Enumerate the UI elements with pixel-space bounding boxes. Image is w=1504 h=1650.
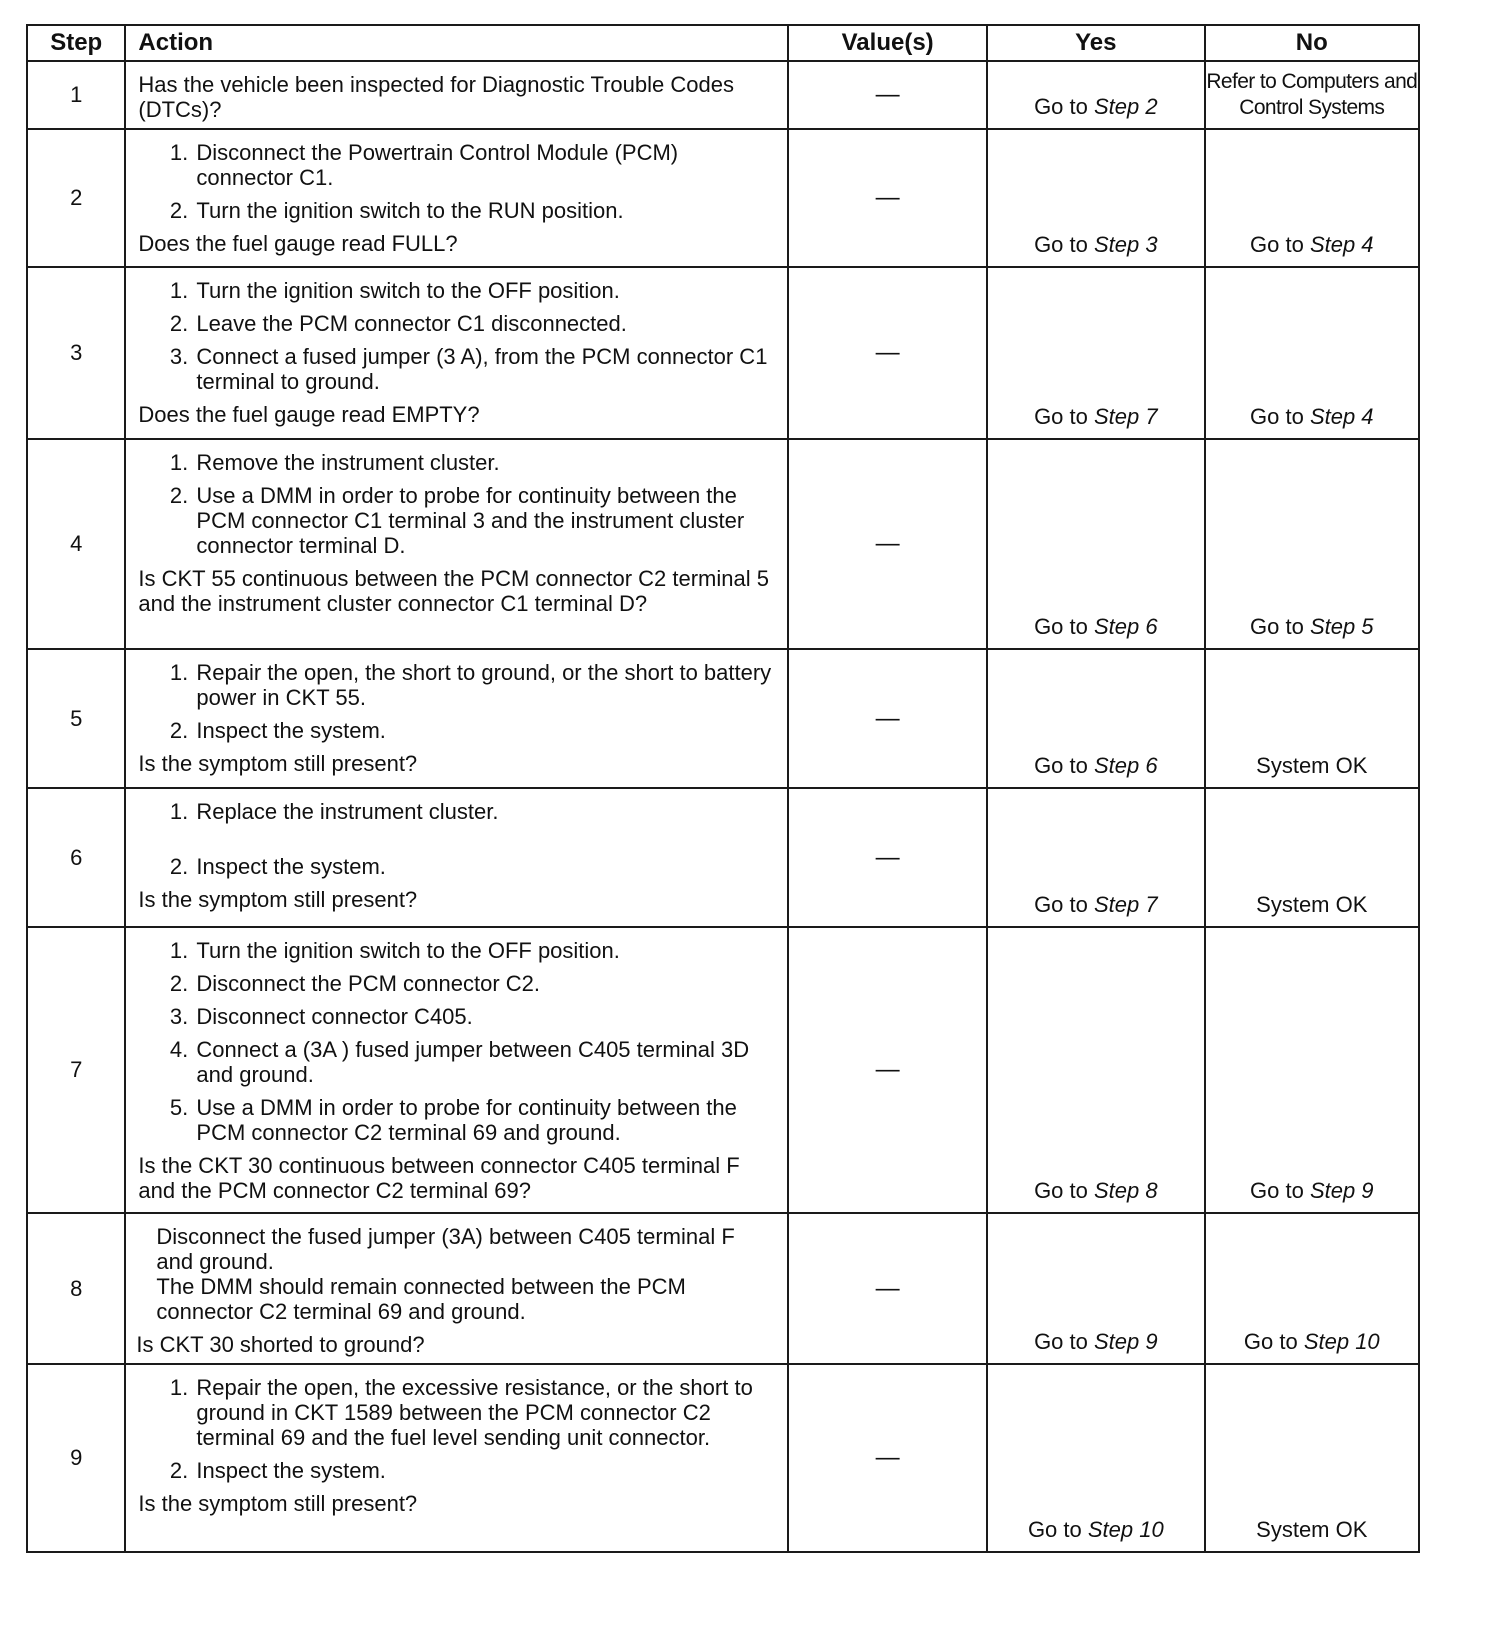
no-step-link[interactable]: Step 9: [1309, 1178, 1374, 1203]
no-cell: [1205, 267, 1419, 439]
diagnostic-table: [26, 24, 1420, 1553]
step-number: 1: [27, 61, 125, 129]
no-step-link[interactable]: Step 10: [1303, 1329, 1380, 1354]
action-step: 1. Turn the ignition switch to the OFF position.: [194, 938, 777, 963]
yes-step-link[interactable]: Step 6: [1093, 614, 1158, 639]
action-step: 3. Disconnect connector C405.: [194, 1004, 777, 1029]
action-steps: [138, 140, 777, 223]
step-number: 6: [27, 788, 125, 927]
no-cell: [1205, 439, 1419, 649]
table-row: [27, 129, 1419, 267]
no-text: Refer to Computers and Control Systems: [1206, 70, 1418, 119]
no-step-link[interactable]: Step 4: [1309, 232, 1374, 257]
action-question: Is CKT 55 continuous between the PCM connector C2 terminal 5 and the instrument cluster connector C1 terminal D?: [138, 566, 769, 616]
action-steps: [138, 660, 777, 743]
table-row: [27, 1364, 1419, 1552]
yes-step-link[interactable]: Step 7: [1093, 892, 1158, 917]
no-prefix: Go to: [1250, 614, 1310, 639]
no-prefix: Go to: [1250, 1178, 1310, 1203]
yes-cell: [987, 649, 1205, 788]
action-steps: [138, 938, 777, 1145]
yes-prefix: Go to: [1034, 1178, 1094, 1203]
yes-step-link[interactable]: Step 3: [1093, 232, 1158, 257]
action-question: Is the symptom still present?: [138, 887, 418, 912]
yes-prefix: Go to: [1034, 232, 1094, 257]
action-cell: [125, 1364, 788, 1552]
step-number: 4: [27, 439, 125, 649]
step-number: 2: [27, 129, 125, 267]
action-cell: [125, 61, 788, 129]
no-cell: [1205, 1364, 1419, 1552]
value-cell: —: [788, 439, 987, 649]
table-row: [27, 439, 1419, 649]
action-step: 1. Remove the instrument cluster.: [194, 450, 777, 475]
action-step: 1. Turn the ignition switch to the OFF position.: [194, 278, 777, 303]
no-step-link[interactable]: Step 5: [1309, 614, 1374, 639]
no-text: System OK: [1256, 753, 1368, 778]
yes-step-link[interactable]: Step 6: [1093, 753, 1158, 778]
action-step: 2. Inspect the system.: [194, 1458, 777, 1483]
action-step: 2. Inspect the system.: [194, 854, 777, 879]
action-question: Is the CKT 30 continuous between connector C405 terminal F and the PCM connector C2 terminal 69?: [138, 1153, 740, 1203]
action-cell: [125, 788, 788, 927]
yes-step-link[interactable]: Step 10: [1087, 1517, 1164, 1542]
action-steps: [138, 1375, 777, 1483]
no-cell: [1205, 927, 1419, 1213]
yes-cell: [987, 1213, 1205, 1364]
step-number: 9: [27, 1364, 125, 1552]
no-step-link[interactable]: Step 4: [1309, 404, 1374, 429]
action-step: 2. Turn the ignition switch to the RUN position.: [194, 198, 777, 223]
action-step: 3. Connect a fused jumper (3 A), from the PCM connector C1 terminal to ground.: [194, 344, 777, 394]
action-question: Does the fuel gauge read EMPTY?: [138, 402, 480, 427]
value-cell: —: [788, 129, 987, 267]
yes-prefix: Go to: [1034, 1329, 1094, 1354]
header-row: [27, 25, 1419, 61]
yes-prefix: Go to: [1034, 892, 1094, 917]
action-step: 4. Connect a (3A ) fused jumper between C405 terminal 3D and ground.: [194, 1037, 777, 1087]
action-question: Does the fuel gauge read FULL?: [138, 231, 458, 256]
yes-cell: [987, 788, 1205, 927]
yes-prefix: Go to: [1034, 94, 1094, 119]
action-step: 1. Repair the open, the excessive resistance, or the short to ground in CKT 1589 between the PCM connector C2 terminal 69 and the fuel level sending unit connector.: [194, 1375, 777, 1450]
no-prefix: Go to: [1250, 232, 1310, 257]
yes-cell: [987, 129, 1205, 267]
no-prefix: Go to: [1243, 1329, 1304, 1354]
action-steps: [138, 450, 777, 558]
action-step: 1. Replace the instrument cluster.: [194, 799, 777, 824]
header-step: Step: [27, 25, 125, 61]
action-paragraph: The DMM should remain connected between the PCM connector C2 terminal 69 and ground.: [156, 1274, 686, 1324]
yes-cell: [987, 267, 1205, 439]
table-row: [27, 61, 1419, 129]
value-cell: —: [788, 267, 987, 439]
action-step: 5. Use a DMM in order to probe for continuity between the PCM connector C2 terminal 69 and ground.: [194, 1095, 777, 1145]
action-step: 2. Use a DMM in order to probe for continuity between the PCM connector C1 terminal 3 and the instrument cluster connector terminal D.: [194, 483, 777, 558]
step-number: 5: [27, 649, 125, 788]
action-step: 2. Inspect the system.: [194, 718, 777, 743]
action-question: Is the symptom still present?: [138, 751, 418, 776]
yes-step-link[interactable]: Step 2: [1093, 94, 1158, 119]
no-prefix: Go to: [1250, 404, 1310, 429]
yes-cell: [987, 1364, 1205, 1552]
no-text: System OK: [1256, 892, 1368, 917]
yes-prefix: Go to: [1027, 1517, 1088, 1542]
action-paragraph: Disconnect the fused jumper (3A) between C405 terminal F and ground.: [156, 1224, 735, 1274]
action-cell: [125, 1213, 788, 1364]
header-values: Value(s): [788, 25, 987, 61]
no-cell: [1205, 649, 1419, 788]
action-step: 2. Leave the PCM connector C1 disconnected.: [194, 311, 777, 336]
action-step: 2. Disconnect the PCM connector C2.: [194, 971, 777, 996]
value-cell: —: [788, 649, 987, 788]
action-cell: [125, 927, 788, 1213]
action-step: 1. Repair the open, the short to ground, or the short to battery power in CKT 55.: [194, 660, 777, 710]
table-row: [27, 927, 1419, 1213]
no-cell: [1205, 788, 1419, 927]
action-step: 1. Disconnect the Powertrain Control Module (PCM) connector C1.: [194, 140, 777, 190]
table-row: [27, 1213, 1419, 1364]
step-number: 7: [27, 927, 125, 1213]
value-cell: —: [788, 61, 987, 129]
yes-prefix: Go to: [1034, 753, 1094, 778]
no-text: System OK: [1256, 1517, 1368, 1542]
table-row: [27, 788, 1419, 927]
action-question: Is CKT 30 shorted to ground?: [136, 1332, 425, 1357]
action-steps: [138, 278, 777, 394]
no-cell: [1205, 1213, 1419, 1364]
yes-cell: [987, 61, 1205, 129]
step-number: 8: [27, 1213, 125, 1364]
value-cell: —: [788, 788, 987, 927]
header-action: Action: [125, 25, 788, 61]
yes-step-link[interactable]: Step 7: [1093, 404, 1158, 429]
yes-prefix: Go to: [1034, 404, 1094, 429]
action-cell: [125, 439, 788, 649]
no-cell: [1205, 129, 1419, 267]
table-row: [27, 267, 1419, 439]
yes-step-link[interactable]: Step 8: [1093, 1178, 1158, 1203]
yes-step-link[interactable]: Step 9: [1093, 1329, 1158, 1354]
value-cell: —: [788, 1364, 987, 1552]
yes-cell: [987, 927, 1205, 1213]
value-cell: —: [788, 1213, 987, 1364]
action-cell: [125, 267, 788, 439]
header-no: No: [1205, 25, 1419, 61]
action-cell: [125, 649, 788, 788]
value-cell: —: [788, 927, 987, 1213]
action-steps: [138, 799, 777, 879]
no-cell: [1205, 61, 1419, 129]
yes-prefix: Go to: [1034, 614, 1094, 639]
action-question: Is the symptom still present?: [138, 1491, 418, 1516]
action-cell: [125, 129, 788, 267]
header-yes: Yes: [987, 25, 1205, 61]
yes-cell: [987, 439, 1205, 649]
action-question: Has the vehicle been inspected for Diagnostic Trouble Codes (DTCs)?: [138, 72, 734, 122]
step-number: 3: [27, 267, 125, 439]
table-row: [27, 649, 1419, 788]
